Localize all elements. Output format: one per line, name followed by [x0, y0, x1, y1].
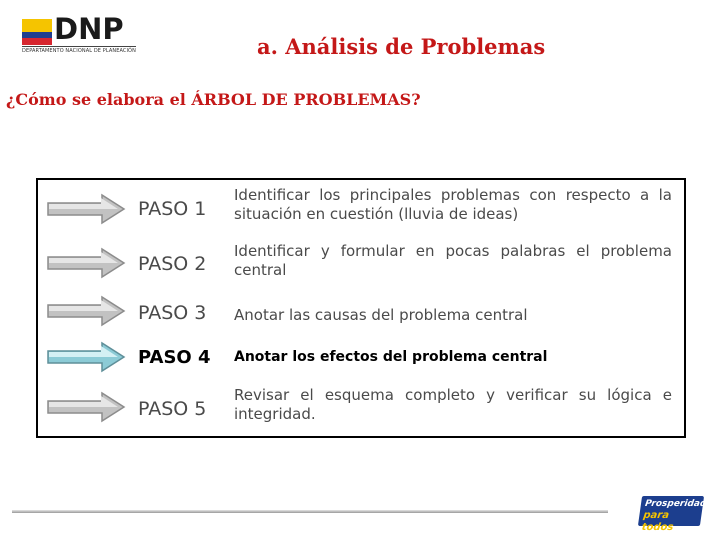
- colombia-flag-icon: [22, 19, 52, 45]
- dnp-logo: [22, 12, 137, 54]
- arrow-right-icon: [46, 390, 126, 424]
- step-description: Anotar las causas del problema central: [234, 306, 528, 324]
- steps-panel: [36, 178, 686, 438]
- step-description: Identificar y formular en pocas palabras el problema central: [234, 242, 672, 279]
- page-subtitle: ¿Cómo se elabora el ÁRBOL DE PROBLEMAS?: [6, 90, 421, 109]
- arrow-right-icon: [46, 294, 126, 328]
- badge-line1: Prosperidad: [644, 499, 708, 509]
- step-label: PASO 5: [138, 398, 207, 420]
- step-label: PASO 4: [138, 347, 211, 368]
- step-label: PASO 3: [138, 302, 207, 324]
- page-title: a. Análisis de Problemas: [257, 34, 546, 59]
- arrow-right-icon: [46, 246, 126, 280]
- step-description: Revisar el esquema completo y verificar su lógica e integridad.: [234, 386, 672, 423]
- step-description: Identificar los principales problemas con respecto a la situación en cuestión (lluvia de ideas): [234, 186, 672, 223]
- prosperidad-logo: [638, 496, 708, 533]
- step-label: PASO 2: [138, 253, 207, 275]
- logo-text: DNP: [54, 12, 124, 46]
- arrow-right-icon: [46, 192, 126, 226]
- step-label: PASO 1: [138, 198, 207, 220]
- footer-divider: [12, 510, 608, 513]
- badge-line2: para todos: [640, 510, 675, 533]
- arrow-right-icon: [46, 340, 126, 374]
- logo-subtext: DEPARTAMENTO NACIONAL DE PLANEACIÓN: [22, 48, 136, 54]
- step-description: Anotar los efectos del problema central: [234, 349, 548, 365]
